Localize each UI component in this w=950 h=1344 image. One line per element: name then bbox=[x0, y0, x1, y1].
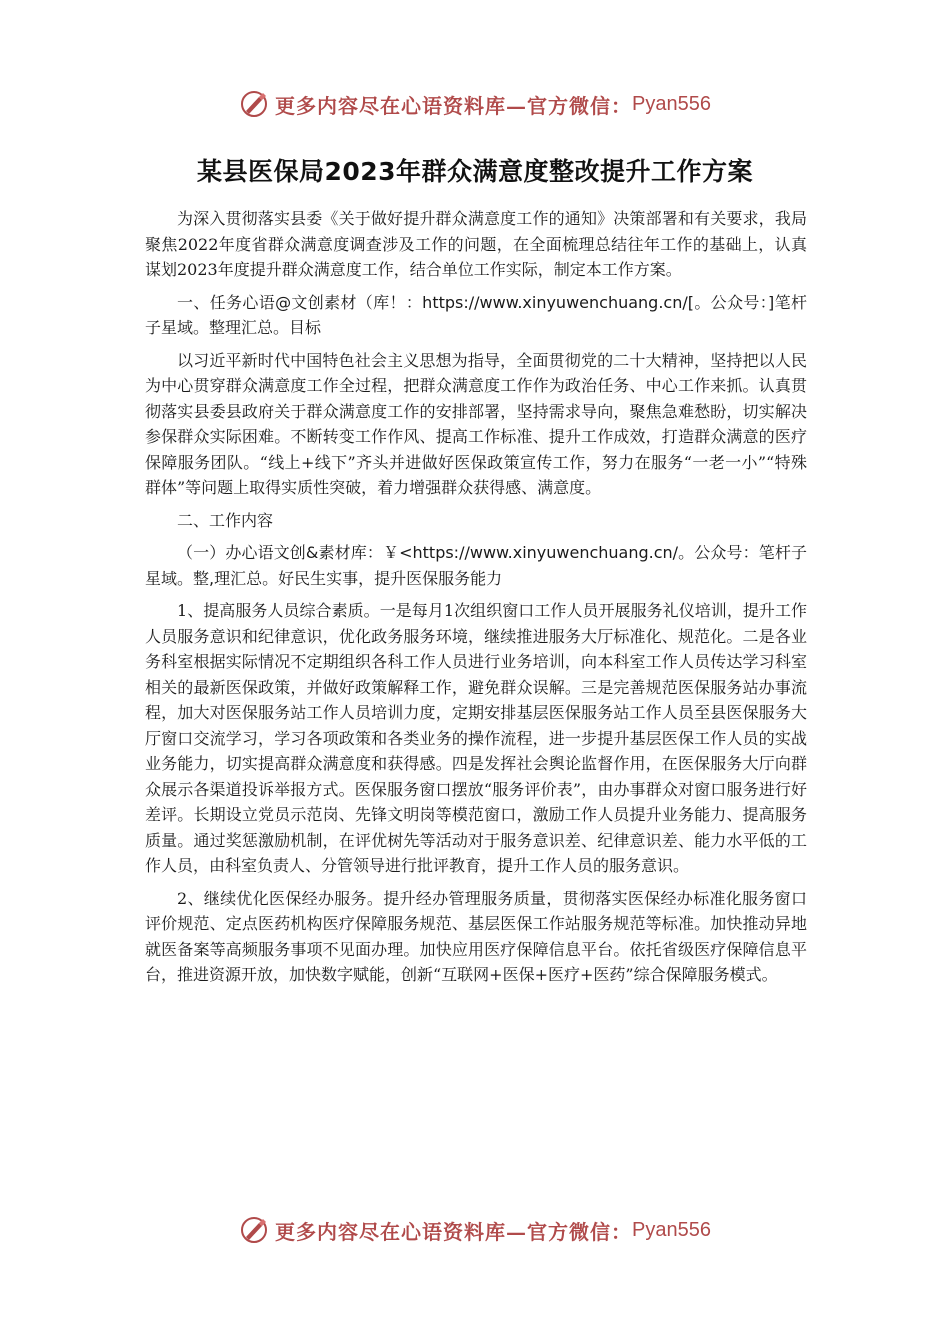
header-banner bbox=[0, 84, 950, 124]
banner-wechat-id: Pyan556 bbox=[632, 1218, 711, 1241]
body-paragraph: 1、提高服务人员综合素质。一是每月1次组织窗口工作人员开展服务礼仪培训，提升工作人员服务意识和纪律意识，优化政务服务环境，继续推进服务大厅标准化、规范化。二是各业务科室根据实际情况不定期组织各科工作人员进行业务培训，向本科室工作人员传达学习科室相关的最新医保政策，并做好政策解释工作，避免群众误解。三是完善规范医保服务站办事流程，加大对医保服务站工作人员培训力度，定期安排基层医保服务站工作人员至县医保服务大厅窗口交流学习，学习各项政策和各类业务的操作流程，进一步提升基层医保工作人员的实战业务能力，切实提高群众满意度和获得感。四是发挥社会舆论监督作用，在医保服务大厅向群众展示各渠道投诉举报方式。医保服务窗口摆放“服务评价表”，由办事群众对窗口服务进行好差评。长期设立党员示范岗、先锋文明岗等模范窗口，激励工作人员提升业务能力、提高服务质量。通过奖惩激励机制，在评优树先等活动对于服务意识差、纪律意识差、能力水平低的工作人员，由科室负责人、分管领导进行批评教育，提升工作人员的服务意识。 bbox=[145, 601, 807, 875]
document-body bbox=[145, 206, 807, 995]
pen-logo-icon bbox=[239, 1215, 269, 1245]
banner-wechat-id: Pyan556 bbox=[632, 92, 711, 115]
section-heading-2: 二、工作内容 bbox=[177, 510, 274, 530]
section-heading-1: 一、任务心语@文创素材（库！：https://www.xinyuwenchuang.cn/[。公众号：]笔杆子星域。整理汇总。目标 bbox=[145, 292, 807, 337]
body-paragraph: 以习近平新时代中国特色社会主义思想为指导，全面贯彻党的二十大精神，坚持把以人民为中心贯穿群众满意度工作全过程，把群众满意度工作作为政治任务、中心工作来抓。认真贯彻落实县委县政府关于群众满意度工作的安排部署，坚持需求导向，聚焦急难愁盼，切实解决参保群众实际困难。不断转变工作作风、提高工作标准、提升工作成效，打造群众满意的医疗保障服务团队。“线上+线下”齐头并进做好医保政策宣传工作，努力在服务“一老一小”“特殊群体”等问题上取得实质性突破，着力增强群众获得感、满意度。 bbox=[145, 350, 807, 497]
subsection-heading-1: （一）办心语文创&素材库：￥<https://www.xinyuwenchuang.cn/。公众号：笔杆子星域。整,理汇总。好民生实事，提升医保服务能力 bbox=[145, 543, 807, 588]
footer-banner bbox=[0, 1210, 950, 1250]
document-title: 某县医保局2023年群众满意度整改提升工作方案 bbox=[196, 157, 754, 186]
banner-text: 更多内容尽在心语资料库—官方微信： bbox=[275, 93, 633, 118]
banner-text: 更多内容尽在心语资料库—官方微信： bbox=[275, 1219, 633, 1244]
intro-paragraph: 为深入贯彻落实县委《关于做好提升群众满意度工作的通知》决策部署和有关要求，我局聚焦2022年度省群众满意度调查涉及工作的问题，在全面梳理总结往年工作的基础上，认真谋划2023年度提升群众满意度工作，结合单位工作实际，制定本工作方案。 bbox=[145, 209, 807, 279]
body-paragraph: 2、继续优化医保经办服务。提升经办管理服务质量，贯彻落实医保经办标准化服务窗口评价规范、定点医药机构医疗保障服务规范、基层医保工作站服务规范等标准。加快推动异地就医备案等高频服务事项不见面办理。加快应用医疗保障信息平台。依托省级医疗保障信息平台，推进资源开放，加快数字赋能，创新“互联网+医保+医疗+医药”综合保障服务模式。 bbox=[145, 888, 807, 984]
pen-logo-icon bbox=[239, 89, 269, 119]
